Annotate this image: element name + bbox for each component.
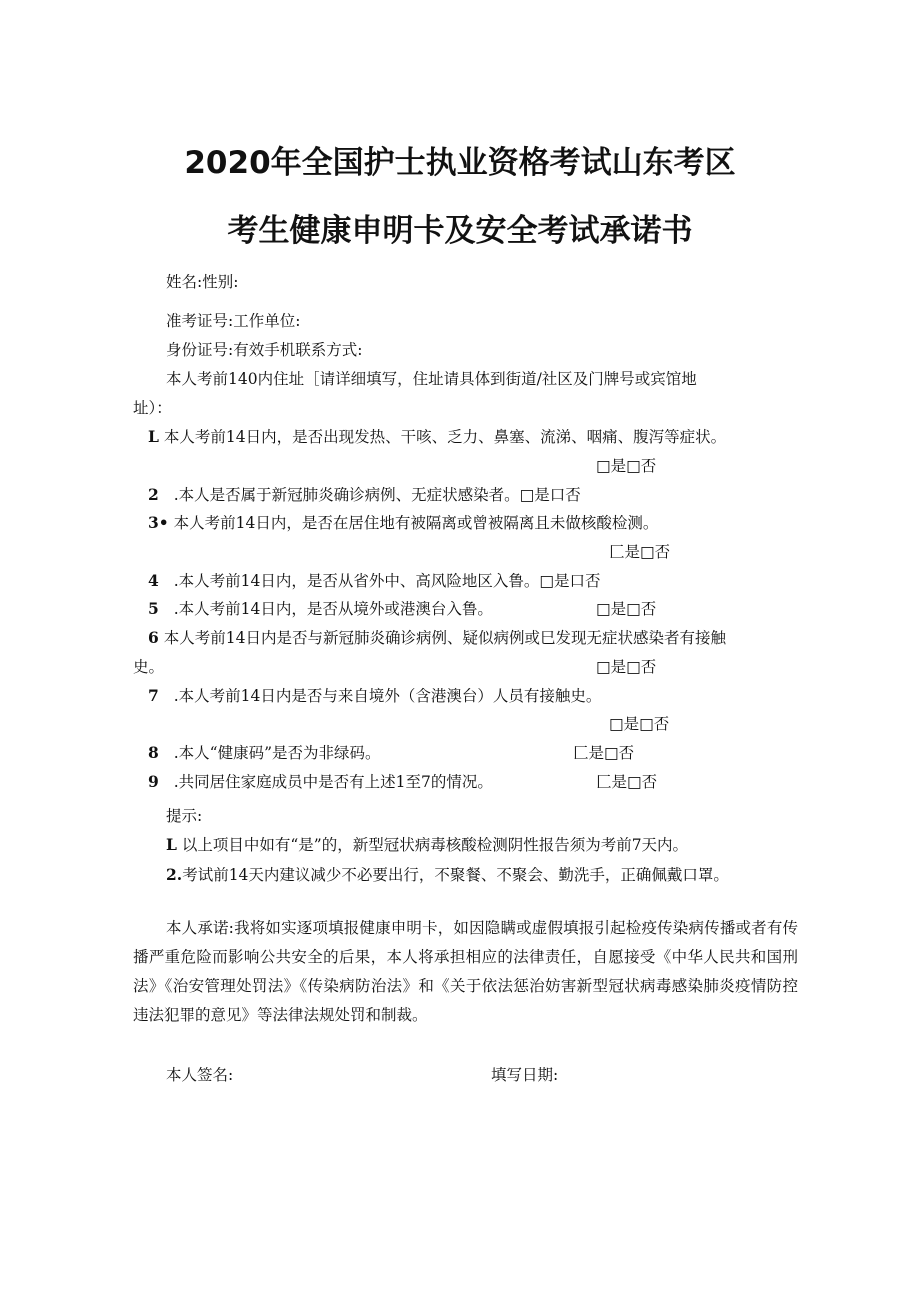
id-phone-field: 身份证号:有效手机联系方式: — [166, 341, 363, 359]
question-9-number: 9 — [148, 772, 159, 791]
question-8-text: .本人“健康码”是否为非绿码。 — [173, 744, 381, 762]
address-field-line1: 本人考前140内住址［请详细填写，住址请具体到街道/社区及门牌号或宾馆地 — [166, 370, 697, 388]
name-gender-field: 姓名:性别: — [166, 273, 239, 291]
exam-id-work-field: 准考证号:工作单位: — [166, 312, 301, 330]
question-9-text: .共同居住家庭成员中是否有上述1至7的情况。 — [173, 773, 493, 791]
question-5-text: .本人考前14日内，是否从境外或港澳台入鲁。 — [173, 600, 493, 618]
question-2-number: 2 — [148, 485, 159, 504]
question-4 — [148, 571, 601, 591]
question-4-text: .本人考前14日内，是否从省外中、高风险地区入鲁。□是口否 — [173, 572, 601, 590]
document-title-line2: 考生健康申明卡及安全考试承诺书 — [227, 213, 693, 249]
question-3-text: 本人考前14日内，是否在居住地有被隔离或曾被隔离且未做核酸检测。 — [173, 514, 659, 532]
question-8-number: 8 — [148, 743, 159, 762]
question-3-number: 3• — [148, 513, 169, 532]
question-6-answer: □是□否 — [596, 658, 657, 676]
tips-heading: 提示: — [166, 807, 203, 825]
question-1-number: L — [148, 427, 159, 446]
question-6-text-cont: 史。 — [133, 658, 165, 676]
question-3-answer: 匚是□否 — [609, 543, 671, 561]
question-8 — [148, 743, 381, 763]
address-field-line2: 址）： — [133, 399, 172, 417]
tip-2-text: 考试前14天内建议减少不必要出行，不聚餐、不聚会、勤洗手，正确佩戴口罩。 — [182, 866, 729, 884]
pledge-paragraph: 本人承诺:我将如实逐项填报健康申明卡，如因隐瞒或虚假填报引起检疫传染病传播或者有传播严重危险而影响公共安全的后果，本人将承担相应的法律责任，自愿接受《中华人民共和国刑法》《治安管理处罚法》《传染病防治法》和《关于依法惩治妨害新型冠状病毒感染肺炎疫情防控违法犯罪的意见》等法律法规处罚和制裁。 — [133, 919, 798, 1024]
tip-1-number: L — [166, 835, 177, 854]
question-7-answer: □是□否 — [609, 715, 670, 733]
question-2-text: .本人是否属于新冠肺炎确诊病例、无症状感染者。□是口否 — [173, 486, 581, 504]
question-9 — [148, 772, 493, 792]
question-6-text: 本人考前14日内是否与新冠肺炎确诊病例、疑似病例或巳发现无症状感染者有接触 — [163, 629, 726, 647]
question-9-answer: 匚是□否 — [596, 773, 658, 791]
question-7-number: 7 — [148, 686, 159, 705]
question-2 — [148, 485, 581, 505]
document-title-line1: 2020年全国护士执业资格考试山东考区 — [184, 145, 736, 181]
tip-2 — [166, 865, 729, 885]
signature-label: 本人签名: — [166, 1066, 234, 1084]
question-5-number: 5 — [148, 599, 159, 618]
question-8-answer: 匚是□否 — [573, 744, 635, 762]
question-1-answer: □是□否 — [596, 457, 657, 475]
question-6 — [148, 628, 726, 648]
tip-1-text: 以上项目中如有“是”的，新型冠状病毒核酸检测阴性报告须为考前7天内。 — [181, 836, 689, 854]
date-label: 填写日期: — [491, 1066, 559, 1084]
question-1 — [148, 427, 726, 447]
tip-2-number: 2. — [166, 865, 183, 884]
question-7-text: .本人考前14日内是否与来自境外（含港澳台）人员有接触史。 — [173, 687, 602, 705]
question-1-text: 本人考前14日内，是否出现发热、干咳、乏力、鼻塞、流涕、咽痛、腹泻等症状。 — [163, 428, 727, 446]
question-4-number: 4 — [148, 571, 159, 590]
question-5 — [148, 599, 493, 619]
question-6-number: 6 — [148, 628, 159, 647]
question-5-answer: □是□否 — [596, 600, 657, 618]
question-3 — [148, 513, 658, 533]
question-7 — [148, 686, 601, 706]
tip-1 — [166, 835, 688, 855]
